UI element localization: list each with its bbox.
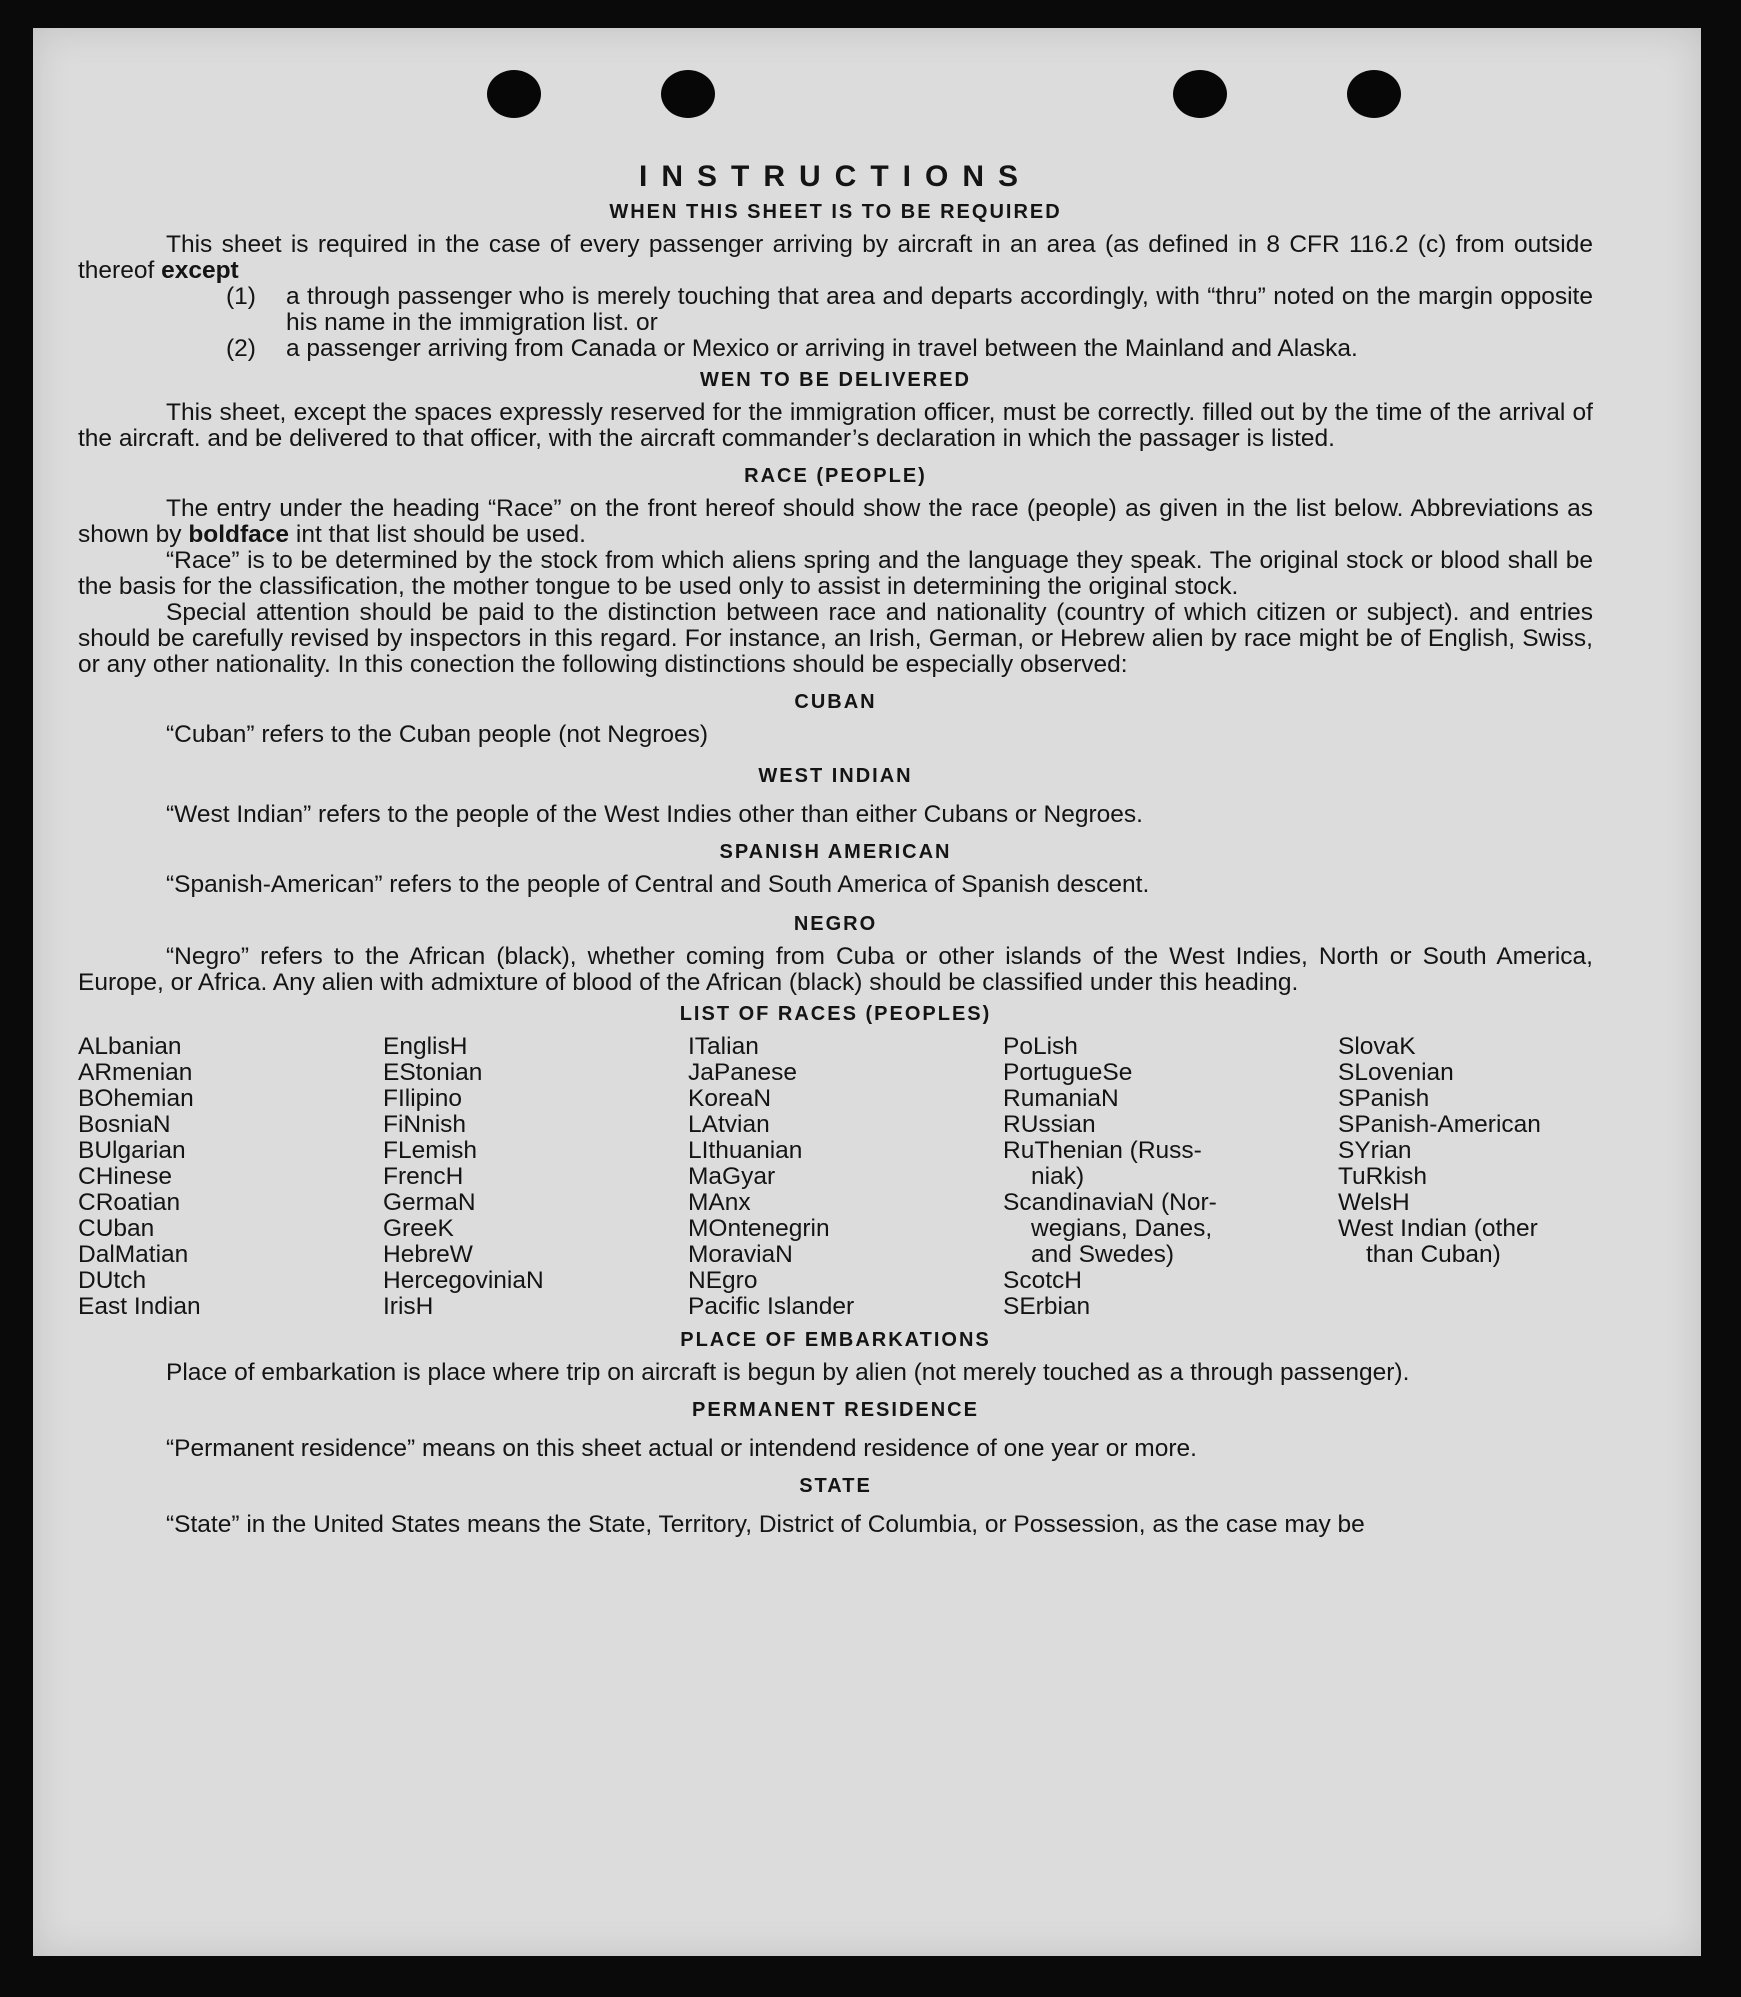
permanent-residence-text: “Permanent residence” means on this sheet actual or intendend residence of one year or more. (166, 1435, 1197, 1462)
race-entry: FLemish (383, 1137, 477, 1164)
heading-when-required: WHEN THIS SHEET IS TO BE REQUIRED (609, 201, 1062, 223)
punch-hole (1347, 70, 1401, 118)
race-entry: RumaniaN (1003, 1085, 1119, 1112)
heading-race: RACE (PEOPLE) (744, 465, 927, 487)
race-entry: SlovaK (1338, 1033, 1416, 1060)
page-title: INSTRUCTIONS (639, 160, 1032, 193)
race-entry: EStonian (383, 1059, 483, 1086)
races-column (688, 1034, 988, 1320)
heading-cuban: CUBAN (794, 691, 877, 713)
state-text: “State” in the United States means the State, Territory, District of Columbia, or Possession, as the case may be (166, 1511, 1365, 1538)
race-entry: SPanish (1338, 1085, 1430, 1112)
instructions-content (78, 160, 1593, 1538)
race-entry: WelsH (1338, 1189, 1410, 1216)
heading-spanish-american: SPANISH AMERICAN (719, 841, 952, 863)
race-entry: SYrian (1338, 1137, 1412, 1164)
exception-item-1: (1) a through passenger who is merely touching that area and departs accordingly, with “thru” noted on the margin opposite his name in the immigration list. or (226, 283, 1593, 336)
race-entry: niak) (1031, 1163, 1085, 1190)
races-column (78, 1034, 368, 1320)
heading-list-of-races: LIST OF RACES (PEOPLES) (679, 1003, 992, 1025)
race-entry: CRoatian (78, 1189, 181, 1216)
west-indian-text: “West Indian” refers to the people of the West Indies other than either Cubans or Negroes. (166, 801, 1143, 828)
race-entry: GermaN (383, 1189, 476, 1216)
exception-item-2: (2) a passenger arriving from Canada or Mexico or arriving in travel between the Mainland and Alaska. (226, 335, 1358, 362)
race-entry: wegians, Danes, (1031, 1215, 1213, 1242)
race-entry: West Indian (other (1338, 1215, 1538, 1242)
race-entry: ScotcH (1003, 1267, 1082, 1294)
race-entry: ALbanian (78, 1033, 182, 1060)
race-entry: IrisH (383, 1293, 434, 1320)
race-entry: East Indian (78, 1293, 201, 1320)
race-entry: ARmenian (78, 1059, 193, 1086)
race-paragraph-3: Special attention should be paid to the distinction between race and nationality (country of which citizen or subject). and entries should be carefully revised by inspectors in this regard. For instance, an Irish, German, or Hebrew alien by race might be of English, Swiss, or any other nationality. In this conection the following distinctions should be especially observed: (78, 599, 1593, 678)
race-entry: ITalian (688, 1033, 759, 1060)
race-entry: PortugueSe (1003, 1059, 1133, 1086)
race-entry: LIthuanian (688, 1137, 803, 1164)
race-entry: EnglisH (383, 1033, 468, 1060)
race-entry: FrencH (383, 1163, 464, 1190)
race-paragraph-1: The entry under the heading “Race” on the front hereof should show the race (people) as given in the list below. Abbreviations as shown by boldface int that list should be used. (78, 495, 1593, 548)
race-entry: PoLish (1003, 1033, 1078, 1060)
race-entry: than Cuban) (1366, 1241, 1501, 1268)
race-entry: JaPanese (688, 1059, 797, 1086)
races-column (1003, 1034, 1323, 1320)
race-entry: KoreaN (688, 1085, 772, 1112)
race-entry: LAtvian (688, 1111, 770, 1138)
race-entry: ScandinaviaN (Nor- (1003, 1189, 1217, 1216)
race-entry: Pacific Islander (688, 1293, 855, 1320)
except-bold: except (161, 257, 239, 284)
race-entry: DUtch (78, 1267, 147, 1294)
heading-negro: NEGRO (793, 913, 878, 935)
race-entry: and Swedes) (1031, 1241, 1175, 1268)
race-entry: SLovenian (1338, 1059, 1454, 1086)
heading-state: STATE (799, 1475, 872, 1497)
races-column (1338, 1034, 1593, 1320)
cuban-text: “Cuban” refers to the Cuban people (not Negroes) (166, 721, 709, 748)
negro-text: “Negro” refers to the African (black), whether coming from Cuba or other islands of the West Indies, North or South America, Europe, or Africa. Any alien with admixture of blood of the African (black) should be classified under this heading. (78, 943, 1593, 996)
punch-hole (1173, 70, 1227, 118)
race-entry: MOntenegrin (688, 1215, 830, 1242)
race-entry: SErbian (1003, 1293, 1091, 1320)
heading-embarkation: PLACE OF EMBARKATIONS (680, 1329, 991, 1351)
boldface-bold: boldface (188, 521, 290, 548)
race-entry: NEgro (688, 1267, 758, 1294)
races-list (78, 1034, 1593, 1320)
when-required-intro: This sheet is required in the case of every passenger arriving by aircraft in an area (as defined in 8 CFR 116.2 (c) from outside thereof except (78, 231, 1593, 284)
race-entry: TuRkish (1338, 1163, 1427, 1190)
race-paragraph-2: “Race” is to be determined by the stock from which aliens spring and the language they speak. The original stock or blood shall be the basis for the classification, the mother tongue to be used only to assist in determining the original stock. (78, 547, 1593, 600)
race-entry: SPanish-American (1338, 1111, 1541, 1138)
race-entry: BOhemian (78, 1085, 194, 1112)
race-entry: MoraviaN (688, 1241, 793, 1268)
race-entry: FIlipino (383, 1085, 462, 1112)
race-entry: CHinese (78, 1163, 172, 1190)
document-sheet (33, 28, 1701, 1956)
race-entry: RUssian (1003, 1111, 1096, 1138)
when-delivered-text: This sheet, except the spaces expressly reserved for the immigration officer, must be correctly. filled out by the time of the arrival of the aircraft. and be delivered to that officer, with the aircraft commander’s declaration in which the passager is listed. (78, 399, 1593, 452)
race-entry: BUlgarian (78, 1137, 186, 1164)
race-entry: CUban (78, 1215, 155, 1242)
spanish-american-text: “Spanish-American” refers to the people of Central and South America of Spanish descent. (166, 871, 1150, 898)
race-entry: GreeK (383, 1215, 454, 1242)
race-entry: HebreW (383, 1241, 473, 1268)
heading-west-indian: WEST INDIAN (758, 765, 913, 787)
race-entry: FiNnish (383, 1111, 467, 1138)
heading-permanent-residence: PERMANENT RESIDENCE (692, 1399, 979, 1421)
race-entry: HercegoviniaN (383, 1267, 544, 1294)
punch-hole (661, 70, 715, 118)
heading-when-delivered: WEN TO BE DELIVERED (700, 369, 971, 391)
races-column (383, 1034, 673, 1320)
punch-hole (487, 70, 541, 118)
embarkation-text: Place of embarkation is place where trip on aircraft is begun by alien (not merely touched as a through passenger). (166, 1359, 1410, 1386)
race-entry: MAnx (688, 1189, 751, 1216)
race-entry: DalMatian (78, 1241, 189, 1268)
race-entry: BosniaN (78, 1111, 171, 1138)
race-entry: RuThenian (Russ- (1003, 1137, 1202, 1164)
race-entry: MaGyar (688, 1163, 776, 1190)
